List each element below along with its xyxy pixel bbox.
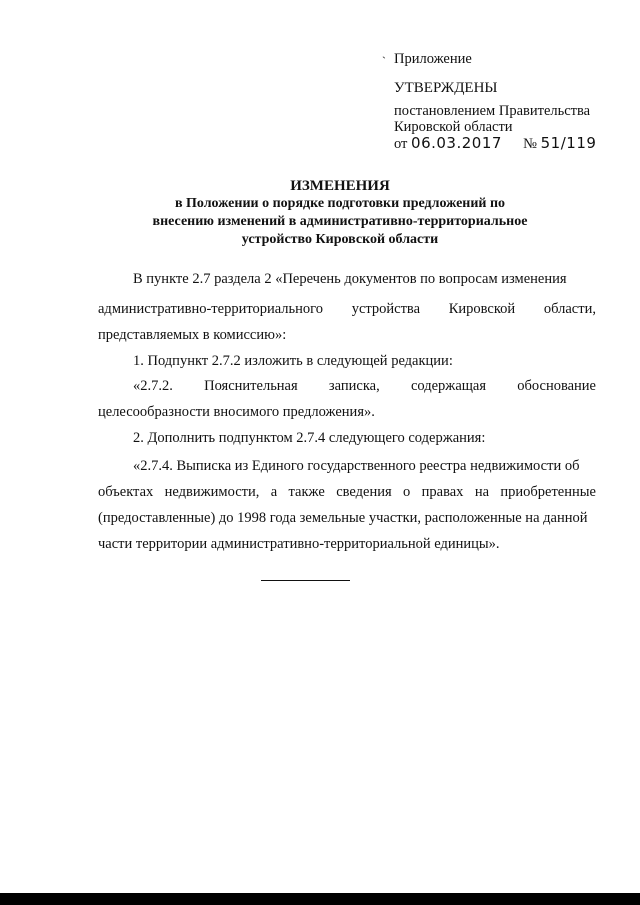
decree-line-1: постановлением Правительства	[394, 103, 591, 119]
scan-edge-bar	[0, 893, 640, 905]
paragraph-3-line-1	[133, 378, 596, 395]
document-subtitle-line-1: в Положении о порядке подготовки предложений по	[174, 196, 506, 211]
date-prefix: от	[394, 136, 408, 152]
approved-label: УТВЕРЖДЕНЫ	[394, 80, 498, 96]
document-subtitle-line-2: внесению изменений в административно-территориальное	[152, 214, 528, 229]
decree-number: 51/119	[540, 134, 597, 152]
number-prefix: №	[523, 136, 538, 152]
scan-mark: ˋ	[382, 54, 386, 68]
annex-label: Приложение	[394, 51, 472, 67]
paragraph-5-line-3: (предоставленные) до 1998 года земельные участки, расположенные на данной	[98, 510, 588, 526]
paragraph-1-line-1: В пункте 2.7 раздела 2 «Перечень документов по вопросам изменения	[133, 271, 567, 287]
word: Кировской	[448, 301, 516, 317]
word: правах	[421, 484, 464, 500]
closing-rule	[261, 580, 350, 581]
paragraph-5-line-2	[98, 484, 596, 501]
word: объектах	[98, 484, 154, 500]
word: недвижимости,	[164, 484, 260, 500]
word: Пояснительная	[204, 378, 298, 394]
word: на	[474, 484, 490, 500]
paragraph-2: 1. Подпункт 2.7.2 изложить в следующей редакции:	[133, 353, 453, 369]
word: о	[403, 484, 411, 500]
word: области,	[543, 301, 596, 317]
word: обоснование	[517, 378, 596, 394]
word: административно-территориального	[98, 301, 324, 317]
paragraph-1-line-3: представляемых в комиссию»:	[98, 327, 287, 343]
paragraph-3-line-2: целесообразности вносимого предложения».	[98, 404, 375, 420]
decree-line-2: Кировской области	[394, 119, 513, 135]
decree-date: 06.03.2017	[411, 134, 502, 152]
document-subtitle-line-3: устройство Кировской области	[241, 232, 439, 247]
paragraph-5-line-1: «2.7.4. Выписка из Единого государственного реестра недвижимости об	[133, 458, 580, 474]
word: приобретенные	[500, 484, 596, 500]
paragraph-5-line-4: части территории административно-территориальной единицы».	[98, 536, 500, 552]
word: устройства	[351, 301, 421, 317]
word: содержащая	[410, 378, 487, 394]
paragraph-4: 2. Дополнить подпунктом 2.7.4 следующего содержания:	[133, 430, 486, 446]
decree-date-line	[394, 135, 596, 153]
word: сведения	[336, 484, 392, 500]
word: записка,	[328, 378, 380, 394]
document-title: ИЗМЕНЕНИЯ	[290, 178, 390, 194]
word: также	[288, 484, 325, 500]
word: «2.7.2.	[133, 378, 173, 394]
word: а	[270, 484, 278, 500]
paragraph-1-line-2	[98, 301, 596, 318]
